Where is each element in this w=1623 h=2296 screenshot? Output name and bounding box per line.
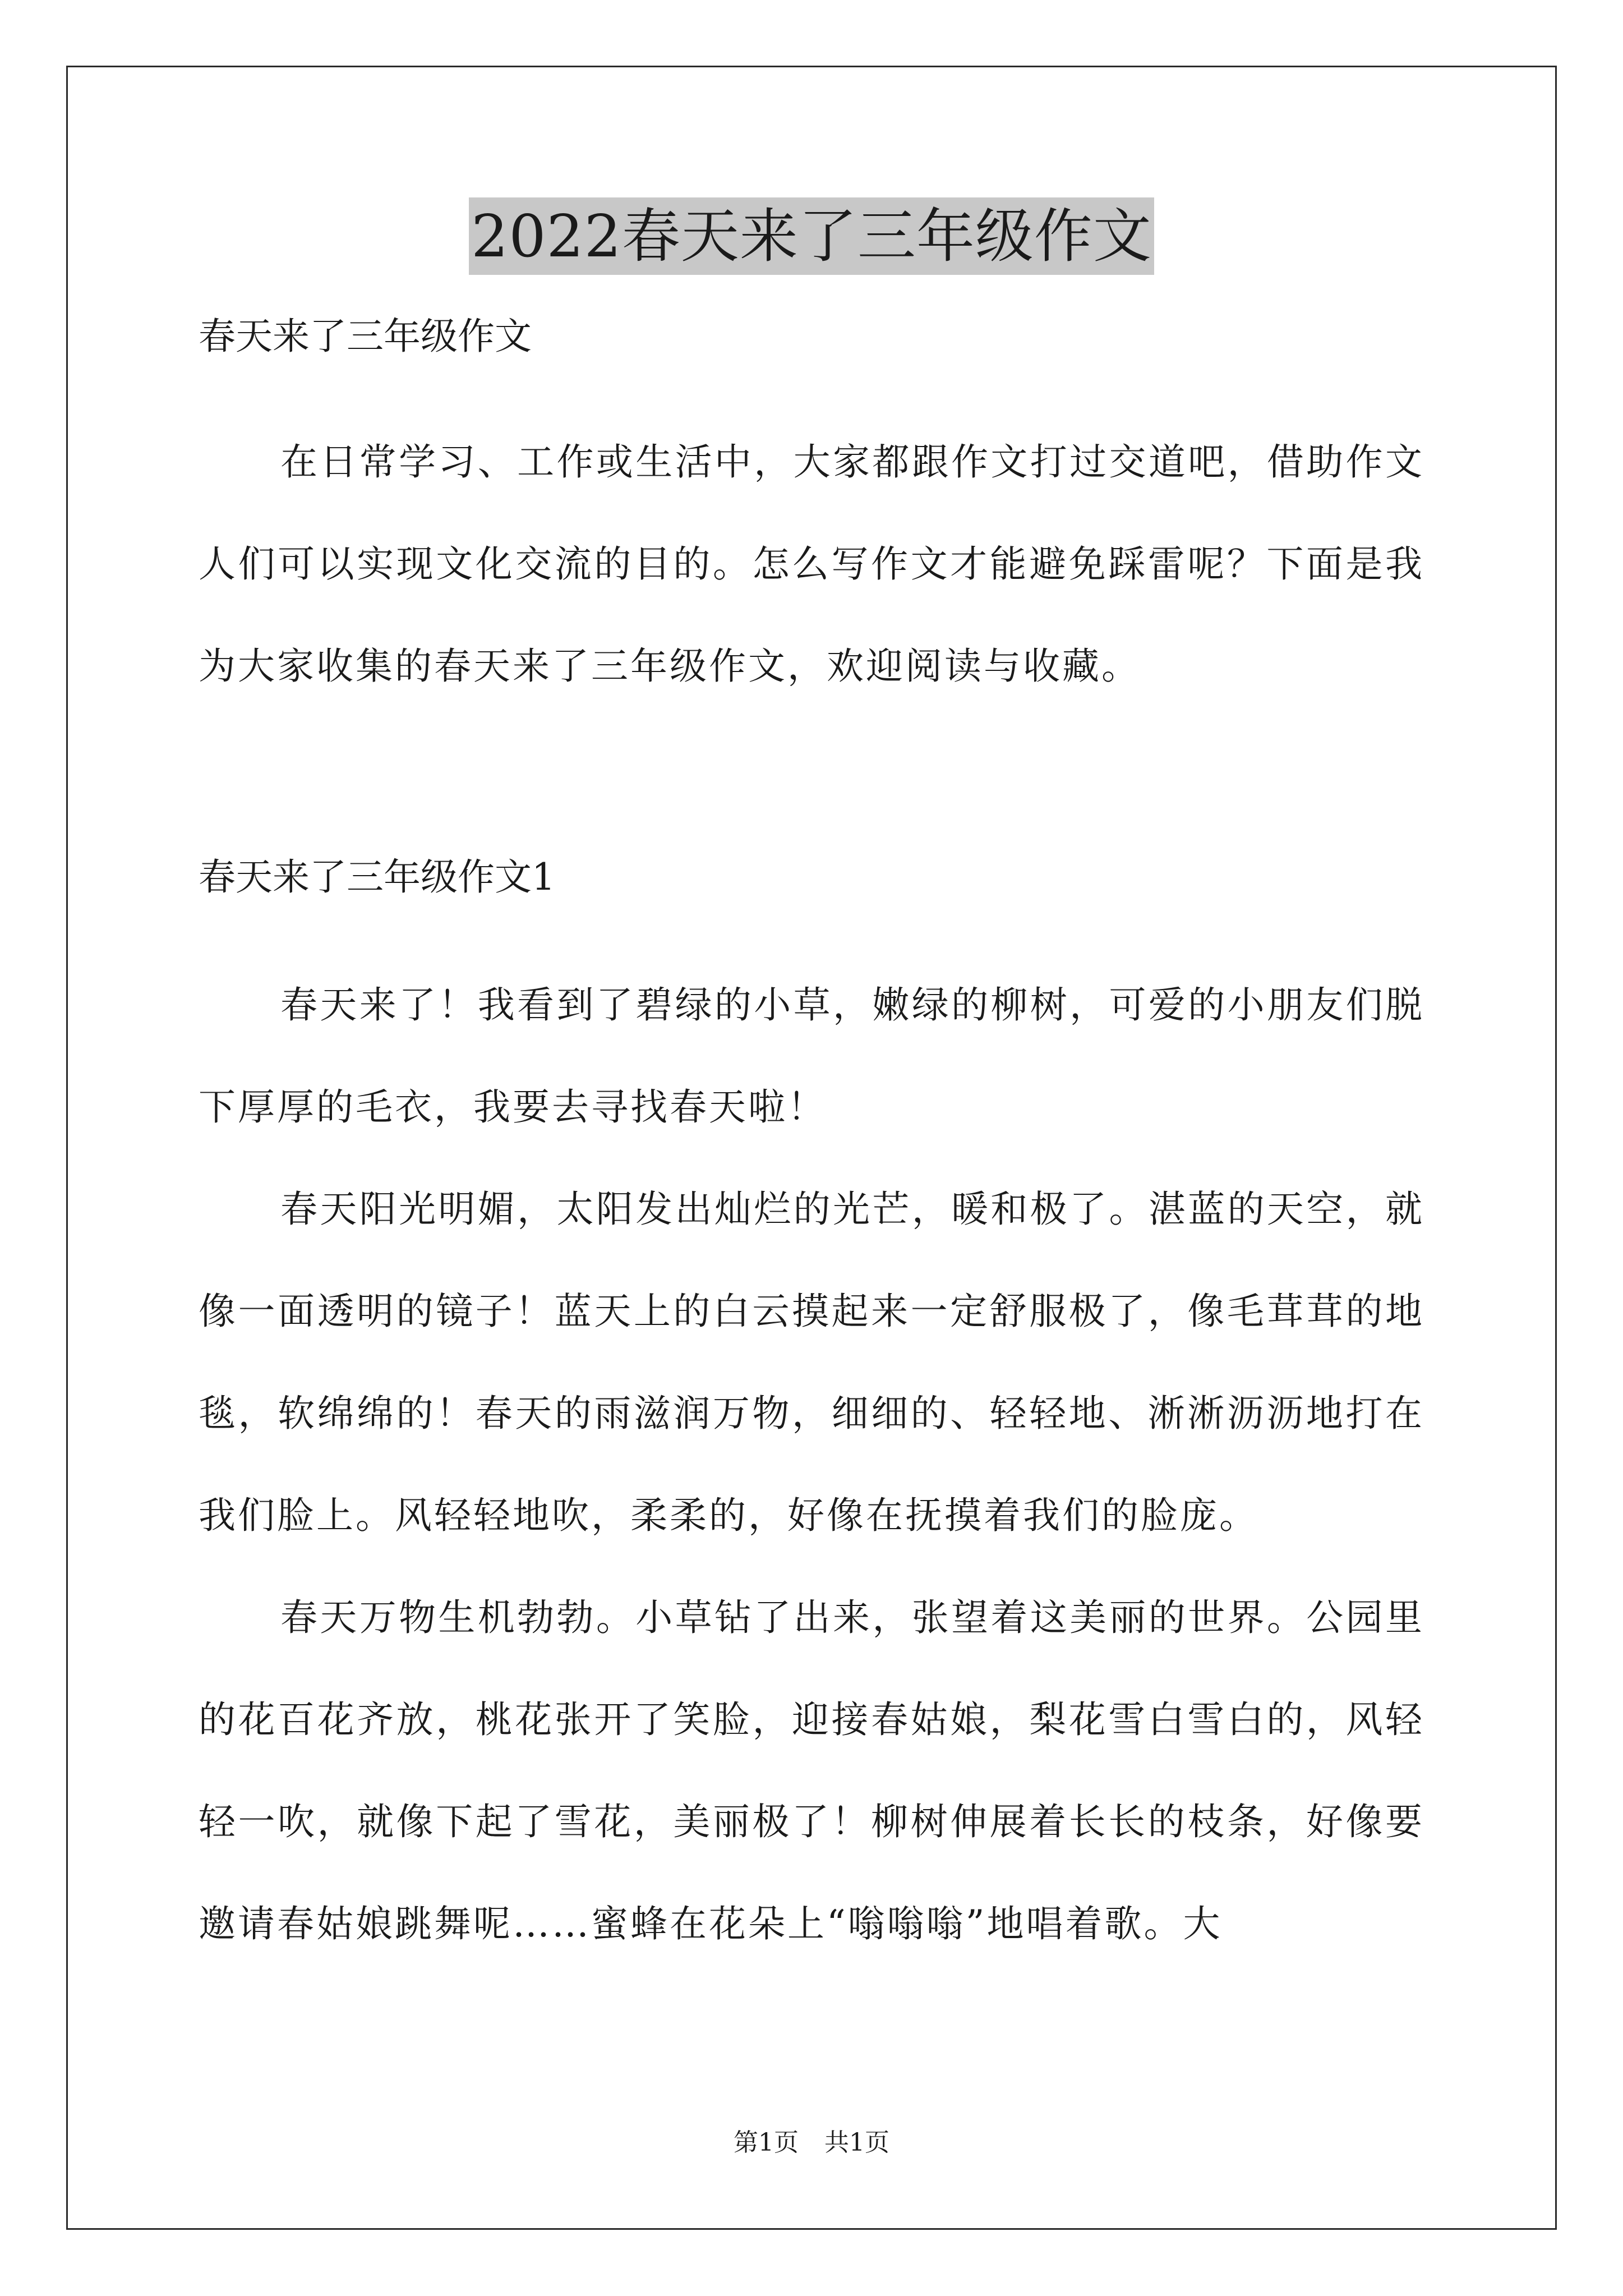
- page-footer: [0, 2126, 1623, 2160]
- essay-paragraph: 春天来了！我看到了碧绿的小草，嫩绿的柳树，可爱的小朋友们脱下厚厚的毛衣，我要去寻找春天啦！: [199, 983, 1424, 1129]
- essay-paragraph: 春天阳光明媚，太阳发出灿烂的光芒，暖和极了。湛蓝的天空，就像一面透明的镜子！蓝天上的白云摸起来一定舒服极了，像毛茸茸的地毯，软绵绵的！春天的雨滋润万物，细细的、轻轻地、淅淅沥沥地打在我们脸上。风轻轻地吹，柔柔的，好像在抚摸着我们的脸庞。: [199, 1188, 1424, 1537]
- spacer: [199, 717, 1424, 852]
- section-heading-main: 春天来了三年级作文: [199, 315, 532, 358]
- spacer: [199, 362, 1424, 411]
- spacer: [199, 903, 1424, 954]
- page-number-current: 第1页: [734, 2128, 799, 2157]
- page-number-total: 共1页: [824, 2128, 889, 2157]
- title-container: [0, 197, 1623, 275]
- document-body: [199, 311, 1424, 1975]
- document-title: 2022春天来了三年级作文: [469, 197, 1154, 275]
- intro-paragraph: 在日常学习、工作或生活中，大家都跟作文打过交道吧，借助作文人们可以实现文化交流的目的。怎么写作文才能避免踩雷呢？下面是我为大家收集的春天来了三年级作文，欢迎阅读与收藏。: [199, 440, 1424, 688]
- essay-paragraph: 春天万物生机勃勃。小草钻了出来，张望着这美丽的世界。公园里的花百花齐放，桃花张开了笑脸，迎接春姑娘，梨花雪白雪白的，风轻轻一吹，就像下起了雪花，美丽极了！柳树伸展着长长的枝条，好像要邀请春姑娘跳舞呢……蜜蜂在花朵上“嗡嗡嗡”地唱着歌。大: [199, 1596, 1424, 1945]
- section-heading-essay-1: 春天来了三年级作文1: [199, 855, 555, 899]
